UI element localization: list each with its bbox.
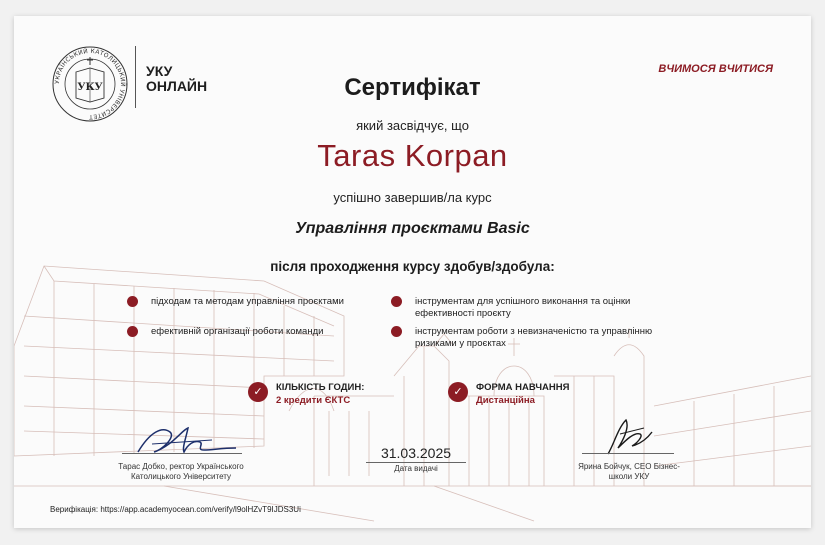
skill-item (415, 296, 675, 320)
signature-line (582, 453, 674, 454)
issue-date: 31.03.2025 (380, 445, 452, 461)
logo-line-2: ОНЛАЙН (146, 78, 208, 94)
completed-text: успішно завершив/ла курс (333, 190, 492, 205)
verification-link[interactable]: Верифікація: https://app.academyocean.com/verify/l9olHZvT9IJDS3Ui (50, 505, 301, 514)
svg-text:УКРАЇНСЬКИЙ КАТОЛИЦЬКИЙ УНІВЕР: УКРАЇНСЬКИЙ КАТОЛИЦЬКИЙ УНІВЕРСИТЕТ (53, 47, 127, 121)
certificate-subtitle: який засвідчує, що (356, 118, 469, 133)
skill-item (415, 326, 685, 350)
bullet-dot-icon (127, 296, 138, 307)
recipient-name: Taras Korpan (317, 138, 508, 173)
hours-label: КІЛЬКІСТЬ ГОДИН: (276, 382, 365, 393)
hours-value: 2 кредити ЄКТС (276, 395, 351, 406)
bullet-dot-icon (127, 326, 138, 337)
motto: ВЧИМОСЯ ВЧИТИСЯ (658, 63, 773, 75)
skill-text: підходам та методам управління проєктами (151, 296, 344, 307)
issue-date-caption: Дата видачі (394, 464, 438, 473)
date-line (366, 462, 466, 463)
signature-line (122, 453, 242, 454)
skills-heading: після проходження курсу здобув/здобула: (270, 259, 555, 274)
study-form-badge (448, 380, 598, 414)
certificate-title: Сертифікат (344, 74, 481, 101)
ceo-caption: Ярина Бойчук, СЕО Бізнес-школи УКУ (578, 462, 680, 481)
logo-line-1: УКУ (146, 63, 173, 79)
study-form-label: ФОРМА НАВЧАННЯ (476, 382, 570, 393)
rector-caption: Тарас Добко, ректор Українського Католицького Університету (118, 462, 244, 481)
study-form-value: Дистанційна (476, 395, 535, 406)
certificate (14, 16, 811, 528)
course-name: Управління проєктами Basic (295, 220, 530, 237)
skill-item (151, 326, 381, 338)
bullet-dot-icon (391, 326, 402, 337)
checkmark-icon: ✓ (448, 382, 468, 402)
skill-text: ефективній організації роботи команди (151, 326, 324, 337)
skill-text: інструментам для успішного виконання та оцінки ефективності проєкту (415, 296, 631, 319)
checkmark-icon: ✓ (248, 382, 268, 402)
bullet-dot-icon (391, 296, 402, 307)
svg-text:УКУ: УКУ (77, 82, 103, 93)
hours-badge (248, 380, 388, 414)
skill-text: інструментам роботи з невизначеністю та управлінню ризиками у проєктах (415, 326, 653, 349)
skill-item (151, 296, 381, 308)
